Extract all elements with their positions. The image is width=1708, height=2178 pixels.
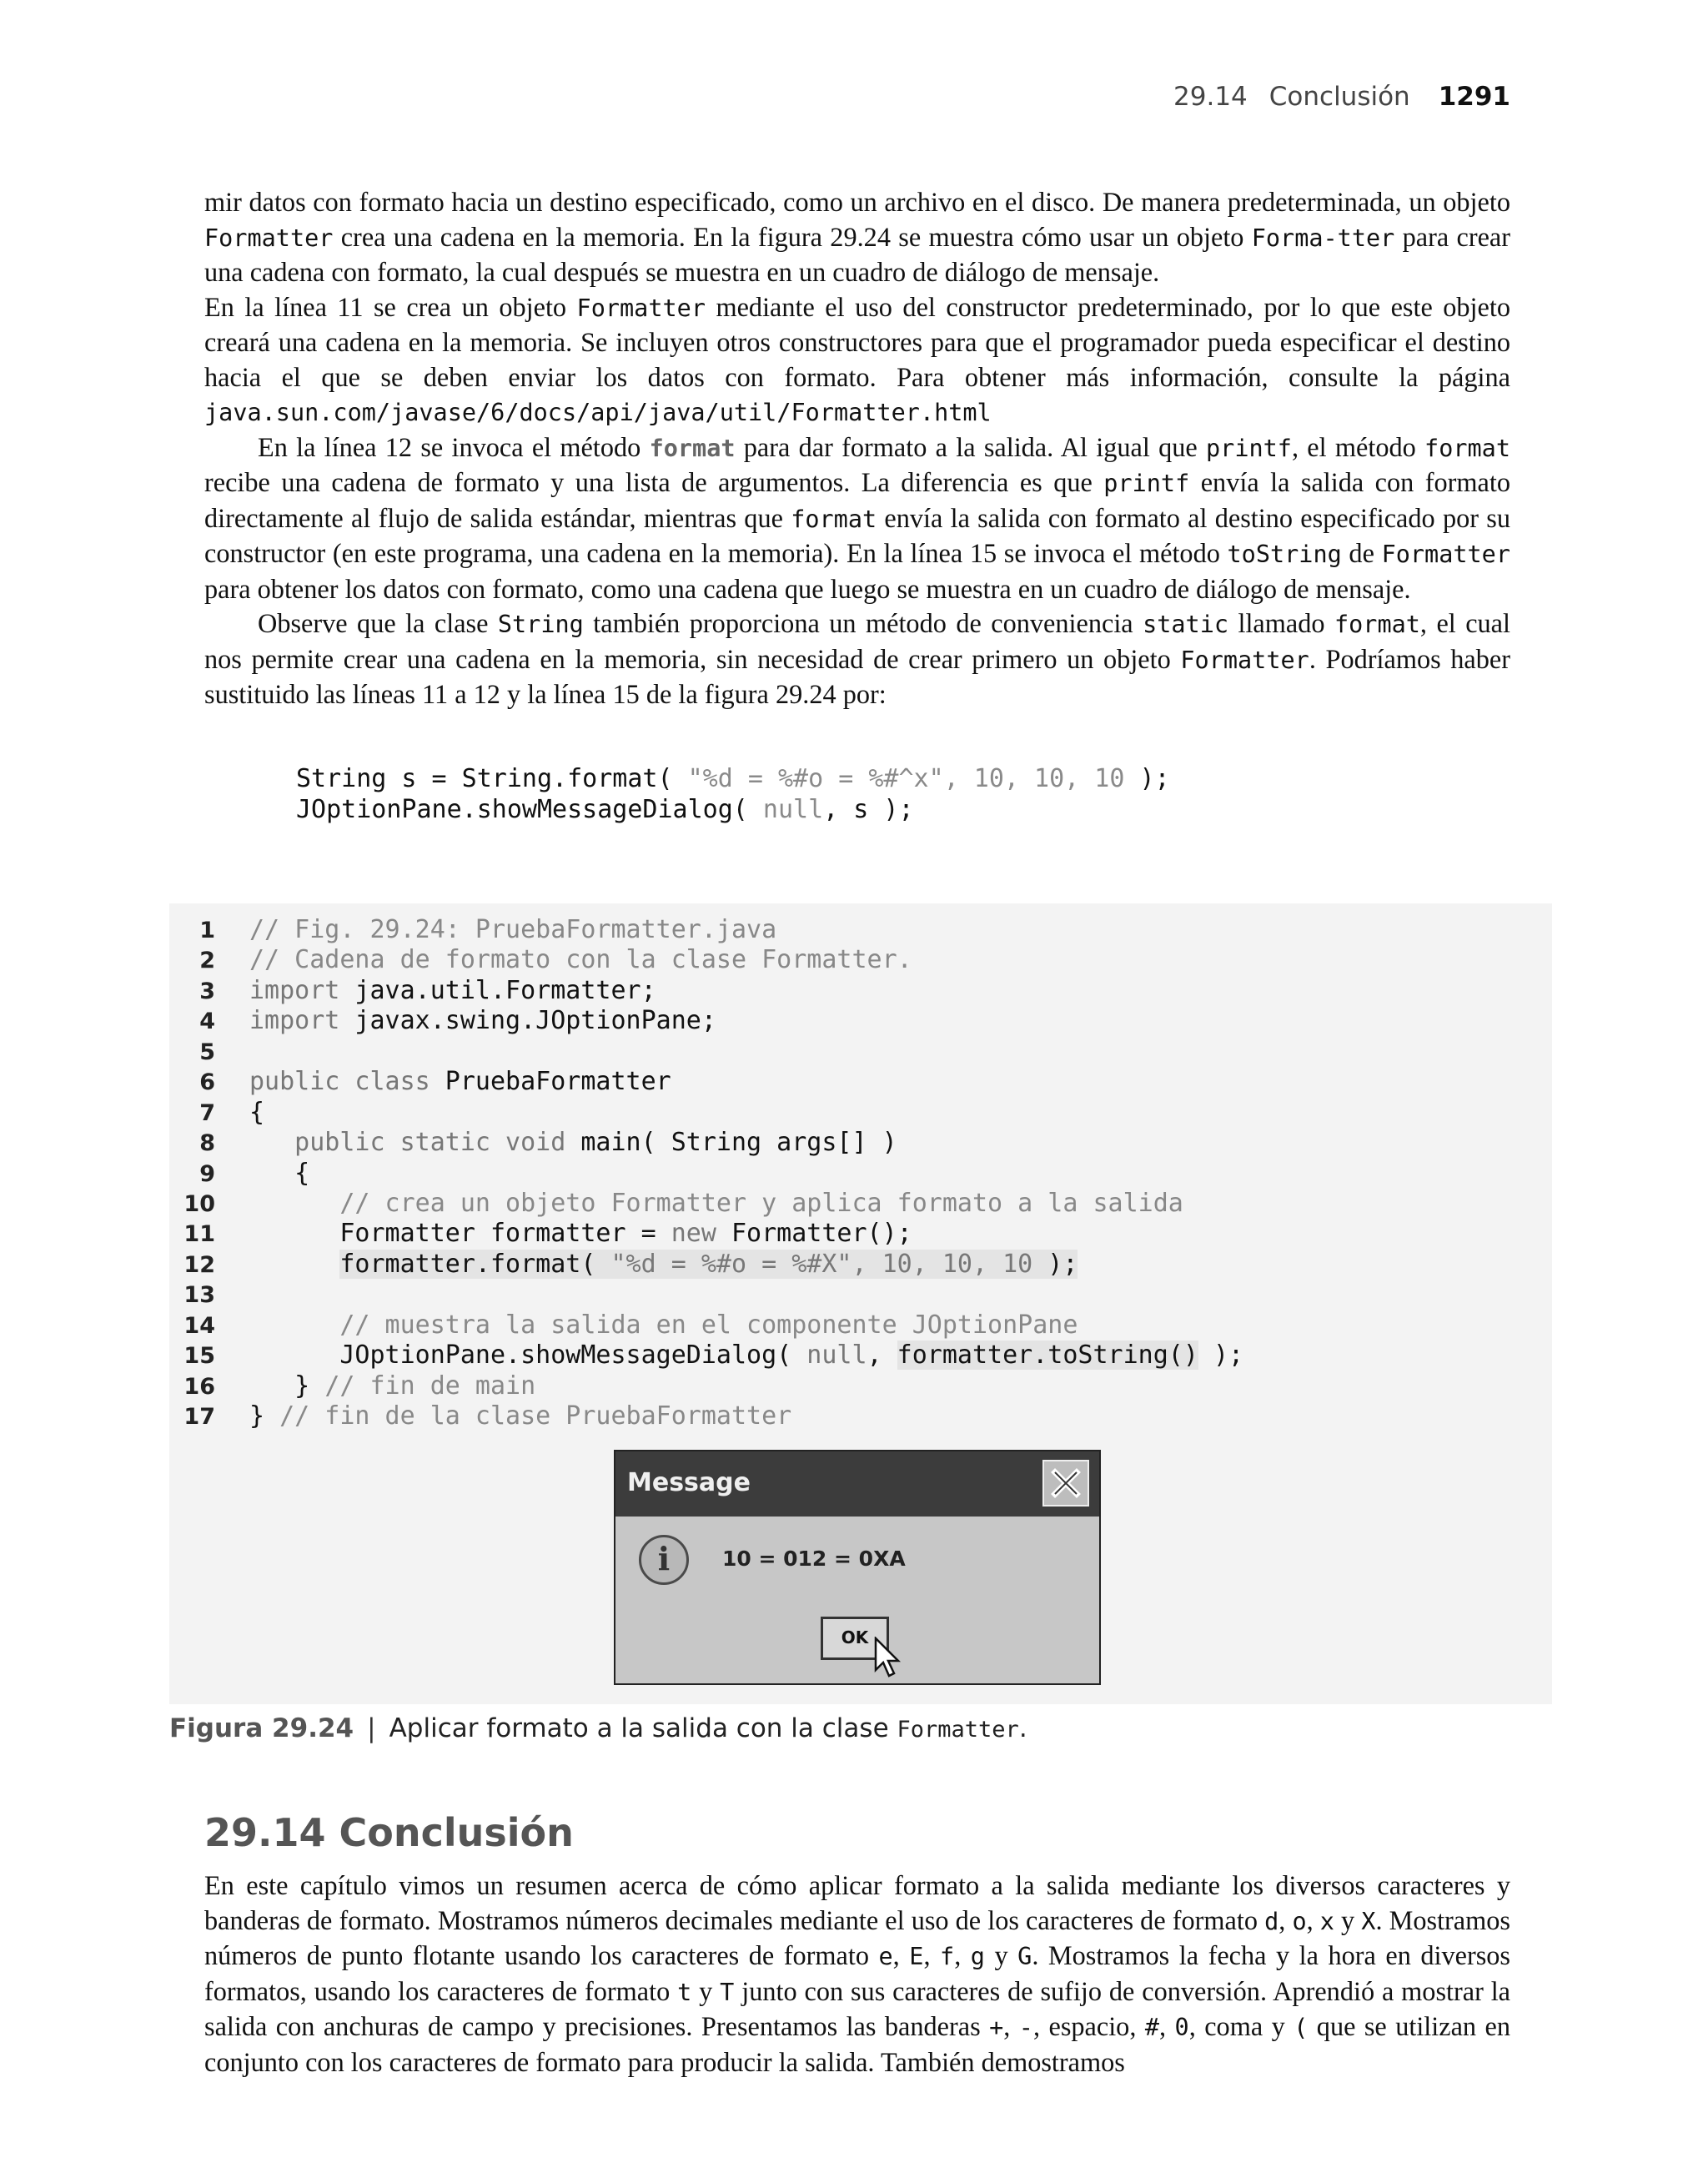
snippet-line-1: String s = String.format( "%d = %#o = %#^x", 10, 10, 10 );	[296, 764, 1170, 793]
header-section-title: Conclusión	[1268, 82, 1410, 112]
code-line-2: 2 // Cadena de formato con la clase Formatter.	[199, 945, 912, 975]
snippet-line-2: JOptionPane.showMessageDialog( null, s );	[296, 795, 914, 824]
header-section-number: 29.14	[1173, 82, 1248, 112]
conclusion-paragraph: En este capítulo vimos un resumen acerca de cómo aplicar formato a la salida mediante los diversos caracteres y banderas de formato. Mostramos números decimales mediante el uso de los caracteres de formato d, o, x y X. Mostramos números de punto flotante usando los caracteres de formato e, E, f, g y G. Mostramos la fecha y la hora en diversos formatos, usando los caracteres de formato t y T junto con sus caracteres de sufijo de conversión. Aprendió a mostrar la salida con anchuras de campo y precisiones. Presentamos las banderas +, -, espacio, #, 0, coma y ( que se utilizan en conjunto con los caracteres de formato para producir la salida. También demostramos	[204, 1870, 1511, 2077]
code-line-17: 17 } // fin de la clase PruebaFormatter	[183, 1401, 792, 1431]
code-line-15: 15 JOptionPane.showMessageDialog( null, formatter.toString() );	[183, 1341, 1244, 1371]
code-snippet	[296, 763, 1170, 825]
paragraph-1: mir datos con formato hacia un destino especificado, como un archivo en el disco. De manera predeterminada, un objeto Formatter crea una cadena en la memoria. En la figura 29.24 se muestra cómo usar un objeto Forma-tter para crear una cadena con formato, la cual después se muestra en un cuadro de diálogo de mensaje.	[204, 187, 1510, 287]
code-line-8: 8 public static void main( String args[] )	[199, 1128, 897, 1158]
section-heading: 29.14 Conclusión	[204, 1810, 574, 1855]
url-text: java.sun.com/javase/6/docs/api/java/util/Formatter.html	[204, 399, 992, 426]
paragraph-2: En la línea 11 se crea un objeto Formatter mediante el uso del constructor predeterminado, por lo que este objeto creará una cadena en la memoria. Se incluyen otros constructores para que el programador pueda especificar el destino hacia el que se deben enviar los datos con formato. Para obtener más información, consulte la página java.sun.com/javase/6/docs/api/java/util/Formatter.html	[204, 291, 1510, 426]
code-line-4: 4 import javax.swing.JOptionPane;	[199, 1006, 716, 1036]
code-line-10: 10 // crea un objeto Formatter y aplica formato a la salida	[183, 1188, 1183, 1218]
code-line-16: 16 } // fin de main	[183, 1371, 536, 1401]
figure-caption: Figura 29.24 | Aplicar formato a la salida con la clase Formatter.	[169, 1713, 1027, 1743]
code-line-9: 9 {	[199, 1158, 310, 1188]
page-number: 1291	[1438, 82, 1510, 112]
ok-button[interactable]: OK	[821, 1617, 889, 1660]
dialog-title-bar	[615, 1451, 1099, 1517]
code-line-5: 5	[199, 1039, 215, 1065]
running-header	[1173, 82, 1510, 112]
cursor-arrow-icon	[874, 1637, 902, 1678]
close-icon[interactable]	[1042, 1460, 1089, 1506]
paragraph-3: En la línea 12 se invoca el método format para dar formato a la salida. Al igual que printf, el método format recibe una cadena de formato y una lista de argumentos. La diferencia es que printf envía la salida con formato directamente al flujo de salida estándar, mientras que format envía la salida con formato al destino especificado por su constructor (en este programa, una cadena en la memoria). En la línea 15 se invoca el método toString de Formatter para obtener los datos con formato, como una cadena que luego se muestra en un cuadro de diálogo de mensaje.	[204, 431, 1511, 604]
intro-text	[204, 185, 1510, 712]
code-line-7: 7 {	[199, 1097, 265, 1127]
dialog-title: Message	[627, 1468, 751, 1497]
paragraph-4: Observe que la clase String también proporciona un método de conveniencia static llamado format, el cual nos permite crear una cadena en la memoria, sin necesidad de crear primero un objeto Formatter. Podríamos haber sustituido las líneas 11 a 12 y la línea 15 de la figura 29.24 por:	[204, 608, 1510, 709]
code-line-13: 13	[183, 1282, 215, 1309]
dialog-message: 10 = 012 = 0XA	[722, 1547, 906, 1571]
code-line-12: 12 formatter.format( "%d = %#o = %#X", 10, 10, 10 );	[183, 1249, 1078, 1279]
info-icon: i	[639, 1535, 689, 1585]
code-line-11: 11 Formatter formatter = new Formatter();	[183, 1219, 912, 1249]
code-line-6: 6 public class PruebaFormatter	[199, 1067, 671, 1097]
code-line-1: 1 // Fig. 29.24: PruebaFormatter.java	[199, 915, 777, 944]
message-dialog	[614, 1450, 1101, 1685]
code-line-14: 14 // muestra la salida en el componente JOptionPane	[183, 1310, 1078, 1340]
conclusion-text	[204, 1869, 1510, 2080]
code-line-3: 3 import java.util.Formatter;	[199, 975, 656, 1005]
figure-label: Figura 29.24	[169, 1713, 354, 1743]
